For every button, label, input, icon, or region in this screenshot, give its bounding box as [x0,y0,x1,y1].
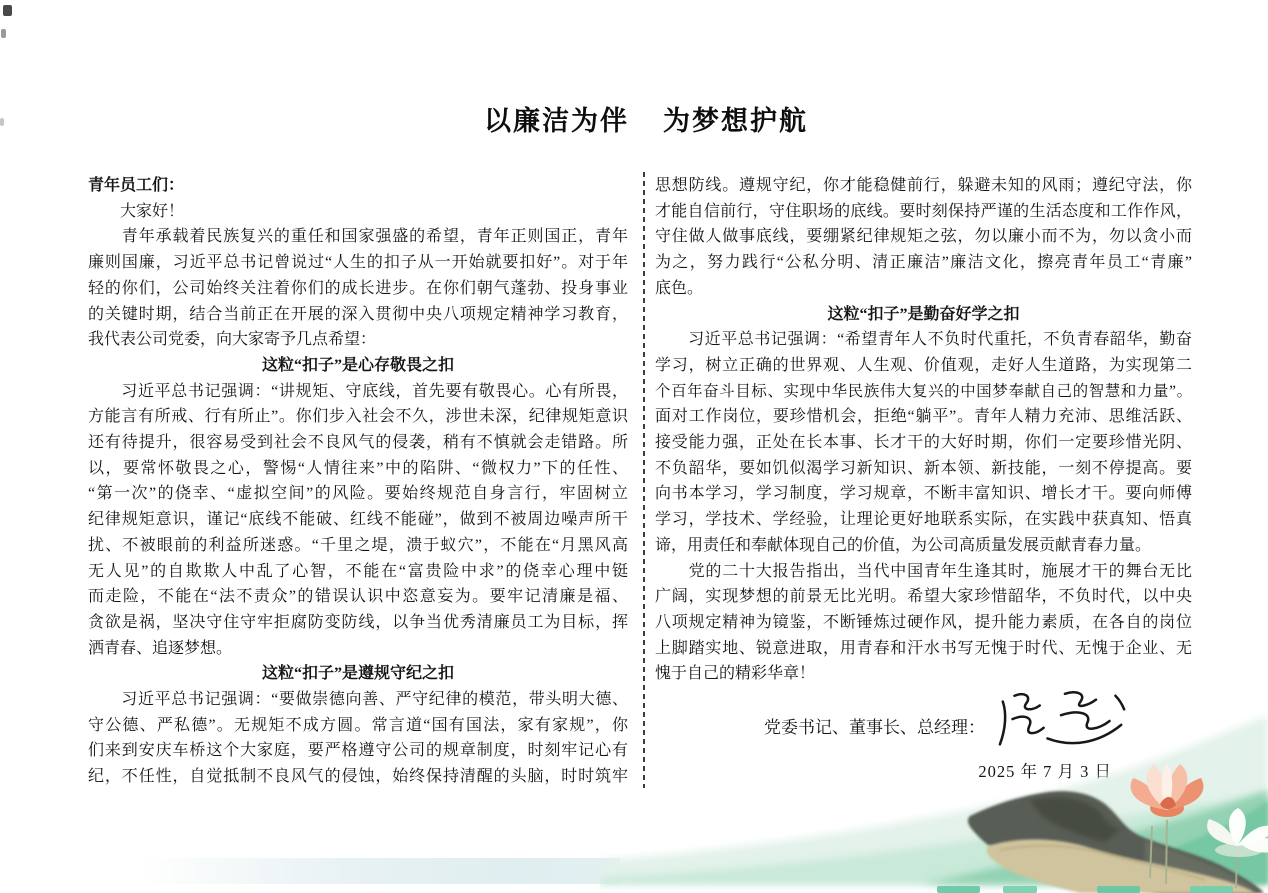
scan-artifact [1,29,6,38]
scan-artifact [0,118,4,126]
section-heading-3: 这粒“扣子”是勤奋好学之扣 [827,305,1020,323]
body-line: 向书本学习，学习制度，学习规章，不断丰富知识、增长才干。要向师傅 [655,485,1192,503]
body-line: 不负韶华，要如饥似渴学习新知识、新本领、新技能，一刻不停提高。要 [655,459,1192,477]
page-title-part1: 以廉洁为伴 [484,106,629,136]
greeting: 大家好！ [88,202,185,220]
body-line: 守公德、严私德”。无规矩不成方圆。常言道“国有国法，家有家规”，你 [88,716,628,734]
body-line: 洒青春、追逐梦想。 [88,639,233,657]
body-line: 学习，树立正确的世界观、人生观、价值观，走好人生道路，为实现第二 [655,356,1192,374]
section-heading-2: 这粒“扣子”是遵规守纪之扣 [261,665,454,683]
letter-date: 2025 年 7 月 3 日 [978,762,1112,782]
body-line: 党的二十大报告指出，当代中国青年生逢其时，施展才干的舞台无比 [655,562,1192,580]
body-line: 习近平总书记强调：“要做崇德向善、严守纪律的模范，带头明大德、 [88,691,628,709]
body-line: 才能自信前行，守住职场的底线。要时刻保持严谨的生活态度和工作作风， [655,202,1192,220]
body-line: 习近平总书记强调：“讲规矩、守底线，首先要有敬畏心。心有所畏， [88,382,628,400]
body-line: 们来到安庆车桥这个大家庭，要严格遵守公司的规章制度，时刻牢记心有 [88,742,628,760]
body-line: 贪欲是祸，坚决守住守牢拒腐防变防线，以争当优秀清廉员工为目标，挥 [88,613,628,631]
watercolor-wash [140,858,620,884]
signer-title: 党委书记、董事长、总经理： [764,718,985,738]
body-line: 扰、不被眼前的利益所迷惑。“千里之堤，溃于蚁穴”，不能在“月黑风高 [88,536,628,554]
right-column [655,173,1192,785]
scan-artifact [3,5,12,16]
body-line: “第一次”的侥幸、“虚拟空间”的风险。要始终规范自身言行，牢固树立 [88,485,628,503]
column-divider [643,172,645,788]
page-title [12,99,1268,138]
body-line: 的关键时期，结合当前正在开展的深入贯彻中央八项规定精神学习教育， [88,305,628,323]
body-line: 纪律规矩意识，谨记“底线不能破、红线不能碰”，做到不被周边噪声所干 [88,511,628,529]
body-line: 无人见”的自欺欺人中乱了心智，不能在“富贵险中求”的侥幸心理中铤 [88,562,628,580]
lotus-watercolor-decoration [600,700,1268,893]
body-line: 以，要常怀敬畏之心，警惕“人情往来”中的陷阱、“微权力”下的任性、 [88,459,628,477]
body-line: 纪，不任性，自觉抵制不良风气的侵蚀，始终保持清醒的头脑，时时筑牢 [88,768,628,786]
body-line: 轻的你们，公司始终关注着你们的成长进步。在你们朝气蓬勃、投身事业 [88,279,628,297]
body-line: 廉则国廉，习近平总书记曾说过“人生的扣子从一开始就要扣好”。对于年 [88,254,628,272]
body-line: 谛，用责任和奉献体现自己的价值，为公司高质量发展贡献青春力量。 [655,536,1152,554]
body-line: 还有待提升，很容易受到社会不良风气的侵袭，稍有不慎就会走错路。所 [88,434,628,452]
section-heading-1: 这粒“扣子”是心存敬畏之扣 [261,356,454,374]
body-line: 上脚踏实地、锐意进取，用青春和汗水书写无愧于时代、无愧于企业、无 [655,639,1192,657]
body-line: 青年承载着民族复兴的重任和国家强盛的希望，青年正则国正，青年 [88,228,628,246]
left-column [88,173,628,790]
body-line: 广阔，实现梦想的前景无比光明。希望大家珍惜韶华，不负时代，以中央 [655,588,1192,606]
body-line: 习近平总书记强调：“希望青年人不负时代重托，不负青春韶华，勤奋 [655,331,1192,349]
body-line: 学习，学技术、学经验，让理论更好地联系实际，在实践中获真知、悟真 [655,511,1192,529]
body-line: 而走险，不能在“法不责众”的错误认识中恣意妄为。要牢记清廉是福、 [88,588,628,606]
body-line: 个百年奋斗目标、实现中华民族伟大复兴的中国梦奉献自己的智慧和力量”。 [655,382,1192,400]
body-line: 八项规定精神为镜鉴，不断锤炼过硬作风，提升能力素质，在各自的岗位 [655,613,1192,631]
body-line: 底色。 [655,279,704,297]
body-line: 接受能力强，正处在长本事、长才干的大好时期，你们一定要珍惜光阴、 [655,434,1192,452]
body-line: 为之，努力践行“公私分明、清正廉洁”廉洁文化，擦亮青年员工“青廉” [655,254,1192,272]
body-line: 我代表公司党委，向大家寄予几点希望： [88,331,377,349]
body-line: 方能言有所戒、行有所止”。你们步入社会不久，涉世未深，纪律规矩意识 [88,408,628,426]
body-line: 守住做人做事底线，要绷紧纪律规矩之弦，勿以廉小而不为，勿以贪小而 [655,228,1192,246]
body-line: 思想防线。遵规守纪，你才能稳健前行，躲避未知的风雨；遵纪守法，你 [655,177,1192,194]
salutation: 青年员工们： [88,177,185,194]
body-line: 面对工作岗位，要珍惜机会，拒绝“躺平”。青年人精力充沛、思维活跃、 [655,408,1192,426]
page-title-part2: 为梦想护航 [663,106,808,136]
body-line: 愧于自己的精彩华章！ [655,665,816,683]
